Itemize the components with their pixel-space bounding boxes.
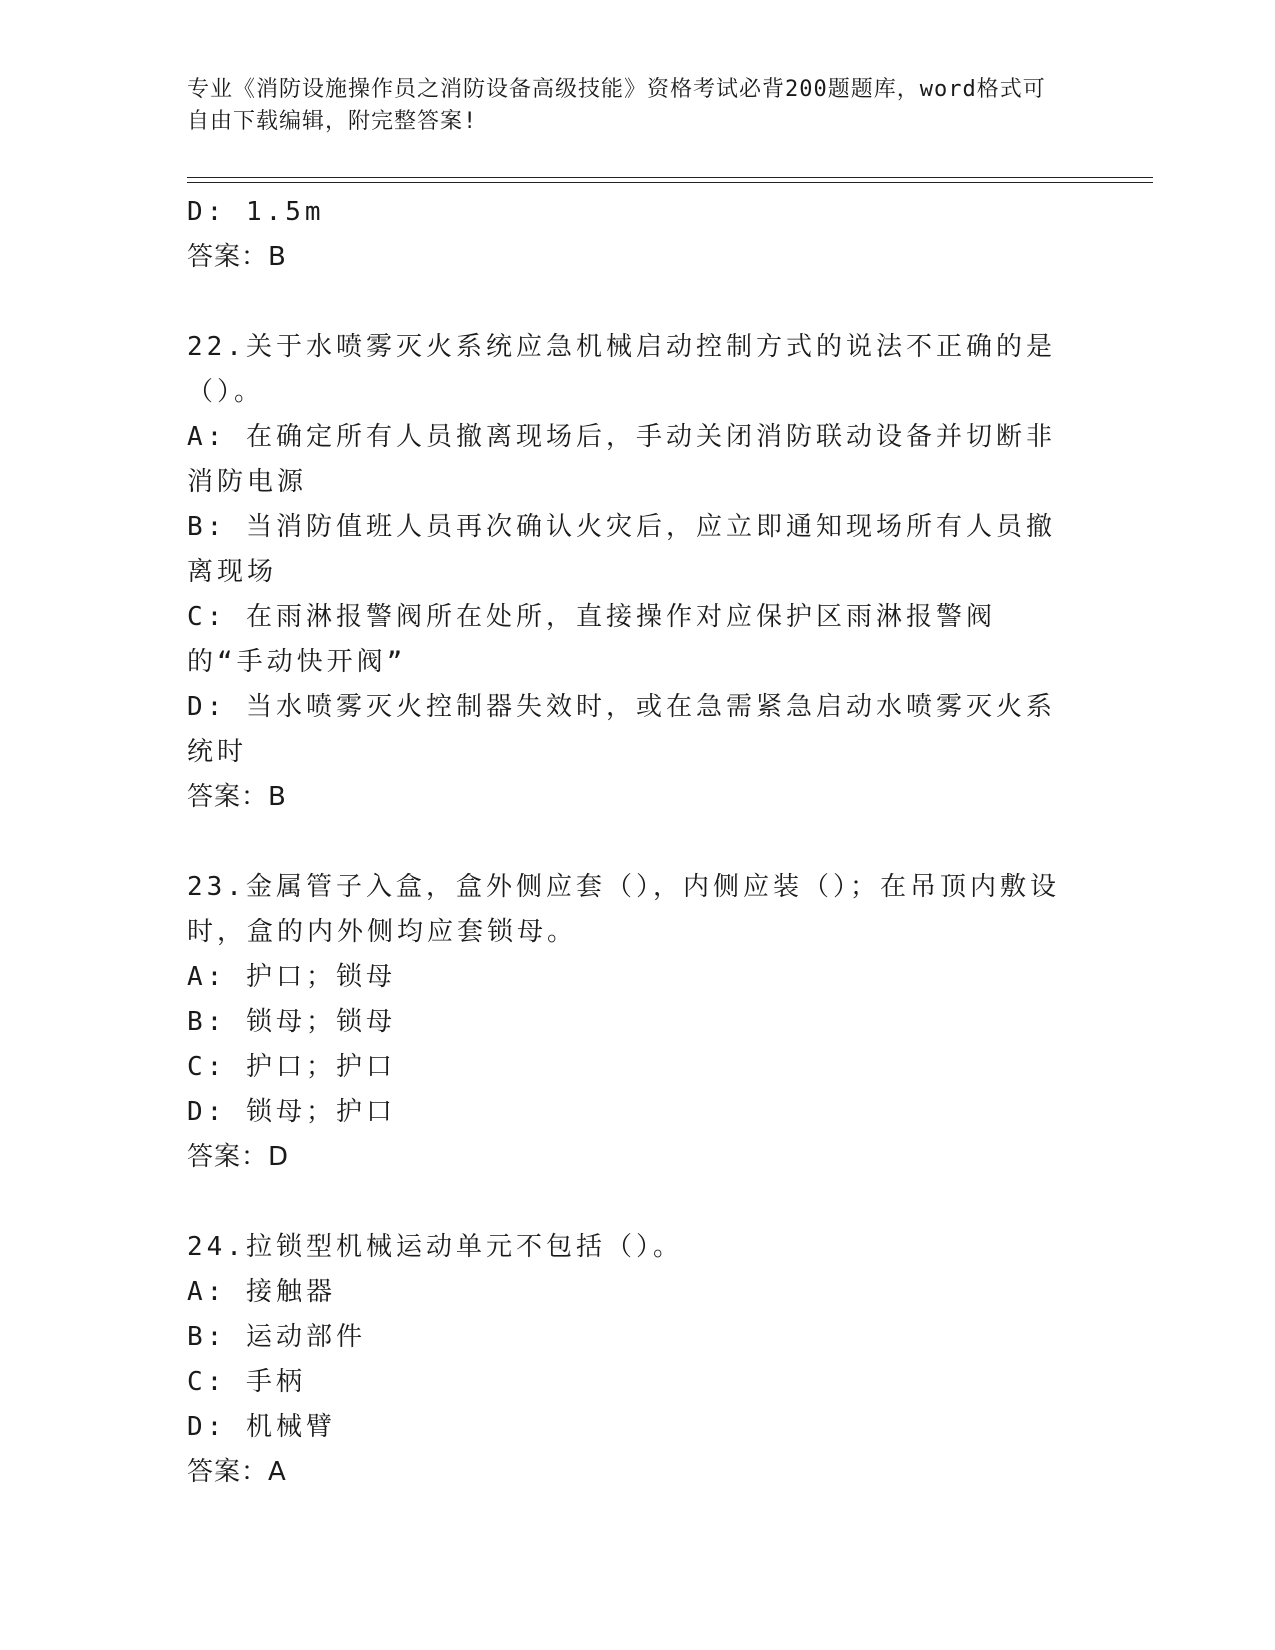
option-d: D: 1.5m xyxy=(187,197,325,227)
answer-line: 答案：B xyxy=(187,782,287,812)
previous-question-fragment xyxy=(187,190,1067,280)
option-d: D: 锁母；护口 xyxy=(187,1097,396,1127)
answer-line: 答案：D xyxy=(187,1142,290,1172)
document-header xyxy=(187,74,1067,138)
option-a: A: 接触器 xyxy=(187,1277,336,1307)
option-d: D: 当水喷雾灭火控制器失效时，或在急需紧急启动水喷雾灭火系统时 xyxy=(187,692,1056,767)
option-a: A: 护口；锁母 xyxy=(187,962,396,992)
answer-line: 答案：B xyxy=(187,242,287,272)
option-b: B: 锁母；锁母 xyxy=(187,1007,396,1037)
option-b: B: 当消防值班人员再次确认火灾后，应立即通知现场所有人员撤离现场 xyxy=(187,512,1056,587)
question-22 xyxy=(187,325,1067,820)
header-divider-top xyxy=(187,177,1153,178)
option-c: C: 护口；护口 xyxy=(187,1052,396,1082)
option-c: C: 在雨淋报警阀所在处所，直接操作对应保护区雨淋报警阀的“手动快开阀” xyxy=(187,602,996,677)
question-23 xyxy=(187,865,1067,1180)
question-text: 22.关于水喷雾灭火系统应急机械启动控制方式的说法不正确的是（）。 xyxy=(187,332,1056,407)
option-b: B: 运动部件 xyxy=(187,1322,366,1352)
document-body xyxy=(187,190,1067,1495)
option-a: A: 在确定所有人员撤离现场后，手动关闭消防联动设备并切断非消防电源 xyxy=(187,422,1056,497)
option-d: D: 机械臂 xyxy=(187,1412,336,1442)
question-text: 23.金属管子入盒，盒外侧应套（），内侧应装（）；在吊顶内敷设时，盒的内外侧均应套锁母。 xyxy=(187,872,1060,947)
question-24 xyxy=(187,1225,1067,1495)
question-text: 24.拉锁型机械运动单元不包括（）。 xyxy=(187,1232,683,1262)
option-c: C: 手柄 xyxy=(187,1367,306,1397)
header-title: 专业《消防设施操作员之消防设备高级技能》资格考试必背200题题库，word格式可自由下载编辑，附完整答案! xyxy=(187,77,1046,134)
header-divider-bottom xyxy=(187,182,1153,183)
answer-line: 答案：A xyxy=(187,1457,287,1487)
